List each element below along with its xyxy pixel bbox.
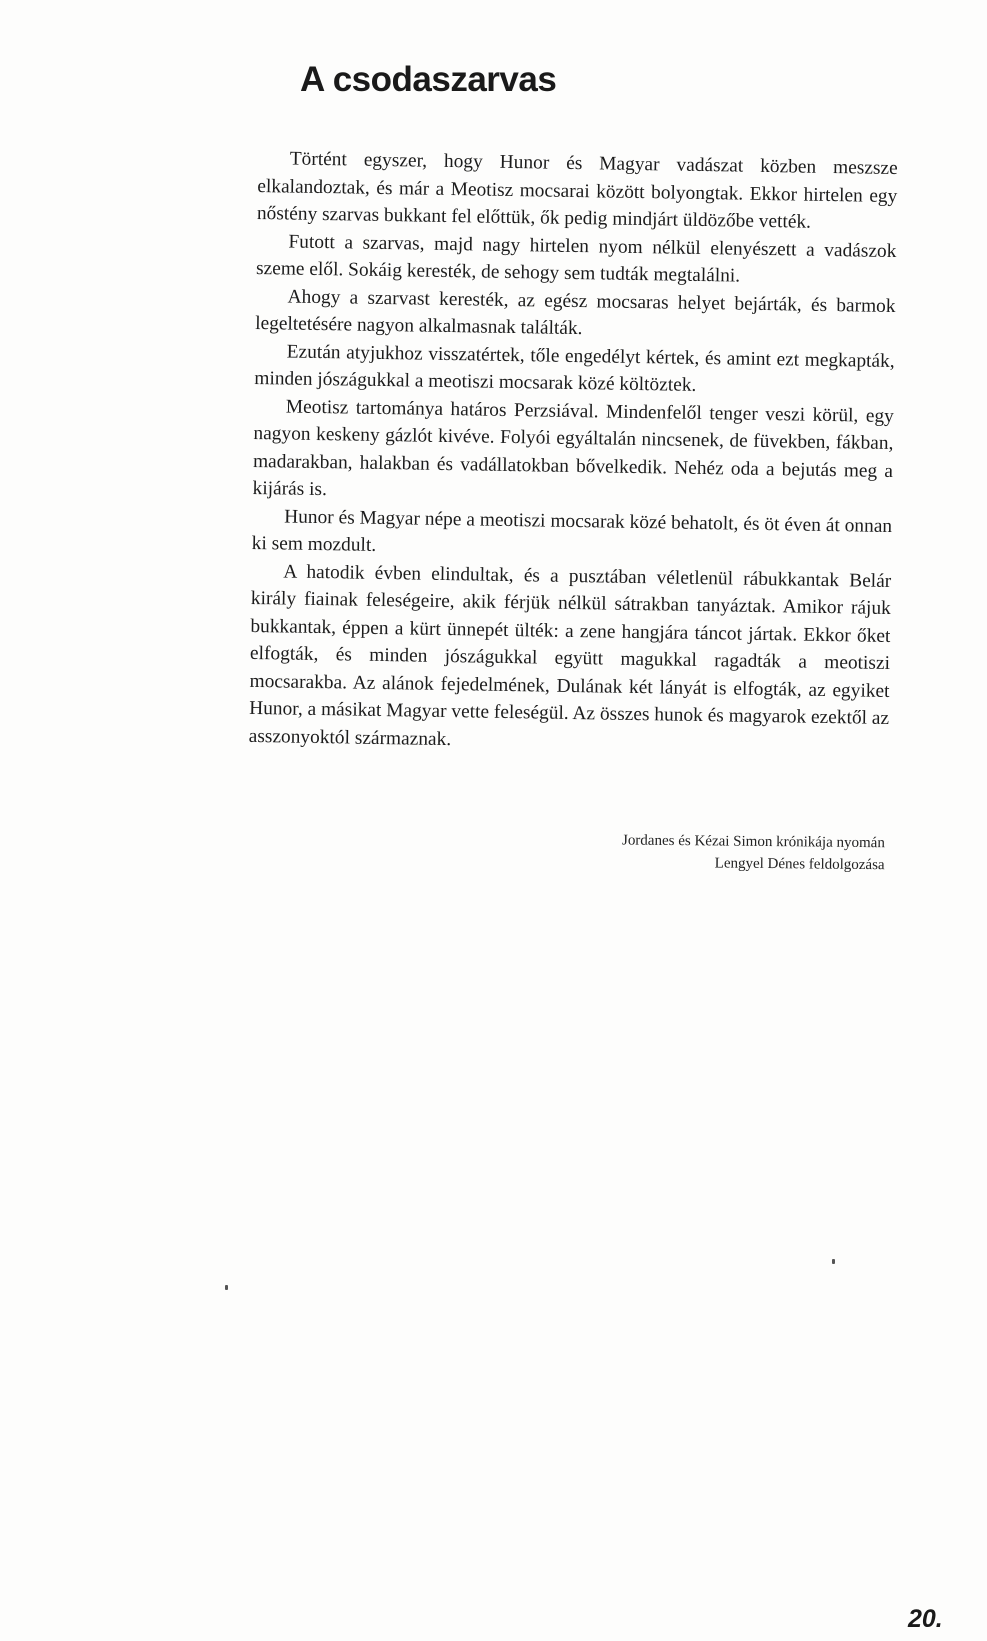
- paragraph-7: A hatodik évben elindultak, és a pusztában véletlenül rábukkantak Belár király fiainak feleségeire, akik férjük nélkül sátrakban tanyáztak. Amikor rájuk bukkantak, éppen a kürt ünnepét ülték: a zene hangjára táncot jártak. Ekkor őket elfogták, és minden jószágukkal együtt magukkal ragadták a meotiszi mocsarakba. Az alánok fejedelmének, Dulának két lányát is elfogták, az egyiket Hunor, a másikat Magyar vette feleségül. Az összes hunok és magyarok ezektől az asszonyoktól származnak.: [248, 560, 892, 750]
- paragraph-6: Hunor és Magyar népe a meotiszi mocsarak közé behatolt, és öt éven át onnan ki sem mozdult.: [251, 505, 893, 556]
- page-number: 20.: [908, 1605, 943, 1633]
- attribution-source-line: Jordanes és Kézai Simon krónikája nyomán: [621, 832, 885, 852]
- story-title: A csodaszarvas: [300, 60, 557, 99]
- source-attribution: [480, 828, 885, 876]
- attribution-adaptation-line: Lengyel Dénes feldolgozása: [714, 855, 885, 874]
- paragraph-4: Ezután atyjukhoz visszatértek, tőle engedélyt kértek, és amint ezt megkapták, minden jószágukkal a meotiszi mocsarak közé költöztek.: [254, 340, 895, 396]
- paragraph-1: Történt egyszer, hogy Hunor és Magyar vadászat közben meszsze elkalandoztak, és már a Meotisz mocsarai között bolyongtak. Ekkor hirtelen egy nőstény szarvas bukkant fel előttük, ők pedig mindjárt üldözőbe vették.: [256, 148, 898, 233]
- scan-speck: [225, 1285, 228, 1290]
- scan-speck: [832, 1259, 835, 1264]
- story-body: [248, 145, 897, 760]
- paragraph-3: Ahogy a szarvast keresték, az egész mocsaras helyet bejárták, és barmok legeltetésére nagyon alkalmasnak találták.: [255, 285, 896, 340]
- paragraph-5: Meotisz tartománya határos Perzsiával. Mindenfelől tenger veszi körül, egy nagyon keskeny gázlót kivéve. Folyói egyáltalán nincsenek, de füvekben, fákban, madarakban, halakban és vadállatokban bővelkedik. Nehéz oda a bejutás meg a kijárás is.: [252, 395, 894, 501]
- paragraph-2: Futott a szarvas, majd nagy hirtelen nyom nélkül elenyészett a vadászok szeme elől. Sokáig keresték, de sehogy sem tudták megtalálni.: [255, 230, 897, 287]
